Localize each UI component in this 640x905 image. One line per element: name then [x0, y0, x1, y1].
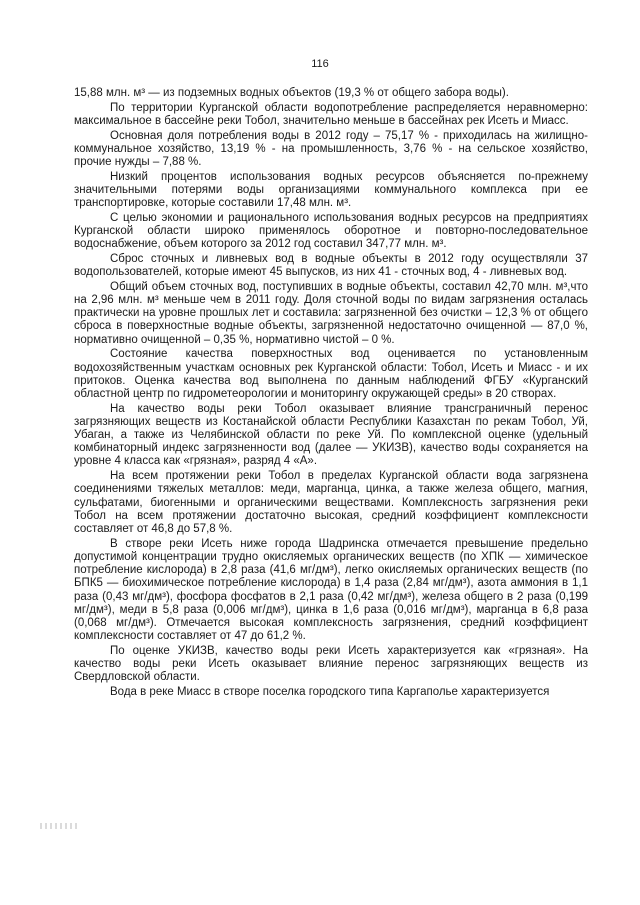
paragraph-2: По территории Курганской области водопотребление распределяется неравномерно: максимальное в бассейне реки Тобол, значительно меньше в бассейнах рек Исеть и Миасс.	[74, 101, 588, 127]
paragraph-1: 15,88 млн. м³ — из подземных водных объектов (19,3 % от общего забора воды).	[74, 87, 509, 99]
page-number: 116	[311, 58, 329, 70]
scan-artifact	[40, 823, 80, 829]
body-text	[74, 87, 588, 701]
paragraph-5: С целью экономии и рационального использования водных ресурсов на предприятиях Курганской области широко применялось оборотное и повторно-последовательное водоснабжение, объем которого за 2012 год составил 347,77 млн. м³.	[74, 211, 588, 251]
paragraph-6: Сброс сточных и ливневых вод в водные объекты в 2012 году осуществляли 37 водопользователей, которые имеют 45 выпусков, из них 41 - сточных вод, 4 - ливневых вод.	[74, 252, 588, 279]
paragraph-8: Состояние качества поверхностных вод оценивается по установленным водохозяйственным участкам основных рек Курганской области: Тобол, Исеть и Миасс - и их притоков. Оценка качества вод выполнена по данным наблюдений ФГБУ «Курганский областной центр по гидрометеорологии и мониторингу окружающей среды» в 20 створах.	[74, 348, 588, 400]
paragraph-9: На качество воды реки Тобол оказывает влияние трансграничный перенос загрязняющих веществ из Костанайской области Республики Казахстан по рекам Тобол, Уй, Убаган, а также из Челябинской области по реке Уй. По комплексной оценке (удельный комбинаторный индекс загрязненности вод (далее — УКИЗВ), качество воды сохраняется на уровне 4 класса как «грязная», разряд 4 «А».	[74, 402, 588, 468]
paragraph-10: На всем протяжении реки Тобол в пределах Курганской области вода загрязнена соединениями тяжелых металлов: меди, марганца, цинка, а также железа общего, магния, сульфатами, биогенными и органическими веществами. Комплексность загрязнения реки Тобол на всем протяжении достаточно высокая, средний коэффициент комплексности составляет от 46,8 до 57,8 %.	[74, 470, 588, 535]
paragraph-3: Основная доля потребления воды в 2012 году – 75,17 % - приходилась на жилищно-коммунальное хозяйство, 13,19 % - на промышленность, 3,76 % - на сельское хозяйство, прочие нужды – 7,88 %.	[74, 129, 588, 169]
paragraph-4: Низкий процентов использования водных ресурсов объясняется по-прежнему значительными потерями воды организациями коммунального комплекса при ее транспортировке, которые составили 17,48 млн. м³.	[74, 170, 588, 210]
paragraph-12: По оценке УКИЗВ, качество воды реки Исеть характеризуется как «грязная». На качество воды реки Исеть оказывает влияние перенос загрязняющих веществ из Свердловской области.	[74, 644, 588, 684]
paragraph-7: Общий объем сточных вод, поступивших в водные объекты, составил 42,70 млн. м³,что на 2,96 млн. м³ меньше чем в 2011 году. Доля сточной воды по видам загрязнения осталась практически на уровне прошлых лет и составила: загрязненной без очистки – 12,3 % от общего сброса в поверхностные водные объекты, загрязненной недостаточно очищенной — 87,0 %, нормативно очищенной – 0,35 %, нормативно чистой – 0 %.	[74, 280, 588, 346]
paragraph-13: Вода в реке Миасс в створе поселка городского типа Каргаполье характеризуется	[110, 685, 550, 698]
paragraph-11: В створе реки Исеть ниже города Шадринска отмечается превышение предельно допустимой концентрации трудно окисляемых органических веществ (по ХПК — химическое потребление кислорода) в 2,8 раза (41,6 мг/дм³), легко окисляемых органических веществ (по БПК5 — биохимическое потребление кислорода) в 1,4 раза (2,84 мг/дм³), азота аммония в 1,1 раза (0,43 мг/дм³), фосфора фосфатов в 2,1 раза (0,42 мг/дм³), железа общего в 2 раза (0,199 мг/дм³), меди в 5,8 раза (0,006 мг/дм³), цинка в 1,6 раза (0,016 мг/дм³), марганца в 6,8 раза (0,068 мг/дм³). Отмечается высокая комплексность загрязнения, средний коэффициент комплексности составляет от 47 до 61,2 %.	[74, 537, 588, 643]
